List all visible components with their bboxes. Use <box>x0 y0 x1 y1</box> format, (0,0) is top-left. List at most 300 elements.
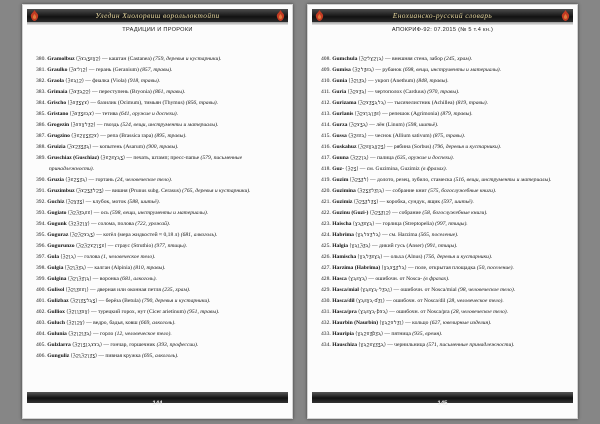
ornament-icon <box>30 10 39 21</box>
entry-cat: (393, профессии). <box>156 342 199 348</box>
entry-num: 401. <box>36 298 46 304</box>
entry-script: (ℨϩʓ) <box>345 166 359 172</box>
header-rule <box>27 22 288 25</box>
entry-script: (ɣϡƨɣϡ·ϟƺϡʅ) <box>360 287 393 293</box>
entry-cat: (722, урожай). <box>135 221 171 227</box>
entry-gloss: — горлица (Streptopelia) <box>375 221 434 227</box>
dictionary-entry <box>36 65 286 76</box>
dictionary-entry <box>321 252 571 263</box>
entry-script: (ℨϩʅϡ) <box>60 254 76 260</box>
section-title: ТРАДИЦИИ И ПРОРОКИ <box>122 27 193 33</box>
entry-gloss: — коробка, сундук, ящик <box>379 199 441 205</box>
entry-num: 424. <box>321 232 331 238</box>
dictionary-entry <box>321 219 571 230</box>
entry-word: Gulunia <box>47 331 67 337</box>
entry-num: 399. <box>36 276 46 282</box>
entry-script: (ℨɤƺʓɣɤ) <box>67 100 90 106</box>
dictionary-entry <box>321 230 571 241</box>
entry-cat: (895, травы). <box>154 133 187 139</box>
entry-gloss: — ольха (Alnus) <box>383 254 423 260</box>
entry-cat: (565, поселение). <box>418 232 459 238</box>
dictionary-entry <box>36 241 286 252</box>
entry-cat: (571, письменные принадлежности). <box>426 342 515 348</box>
entry-gloss: — вишня (Prunus subg. Cerasus) <box>105 188 181 194</box>
entry-gloss: — котёл (мера жидкостей ≈ 0,18 л) <box>96 232 180 238</box>
entry-script: (ɣϡɤʓƺϟϡ) <box>381 265 407 271</box>
entry-word: Guluch <box>47 320 65 326</box>
entry-gloss: — собрание книг <box>385 188 427 194</box>
dictionary-entry <box>321 120 571 131</box>
entry-cat: (848, травы). <box>416 78 449 84</box>
entry-script: (ℨϩɤƺϡ) <box>347 89 367 95</box>
entry-word: Gula <box>47 254 60 260</box>
entry-word: Gunia <box>332 78 348 84</box>
dictionary-entry <box>36 153 286 175</box>
entry-word: Grogezin <box>47 122 70 128</box>
entry-script: (ℨɤϡʓƨɣϩ) <box>75 56 101 62</box>
entry-script: (ℨɤϡʅϩ) <box>65 78 84 84</box>
entry-gloss: — поле, открытая площадка <box>407 265 476 271</box>
entry-word: Gruzia <box>47 177 64 183</box>
entry-script: (ℨϩℨƺϡƨɤ) <box>67 210 93 216</box>
entry-cat: (58, богослужебные книги). <box>422 210 488 216</box>
dictionary-entry <box>36 318 286 329</box>
entry-cat: (в фразах). <box>423 276 450 282</box>
entry-gloss: — внешняя стена, забор <box>384 56 443 62</box>
ornament-icon <box>276 10 285 21</box>
dictionary-entry <box>321 54 571 65</box>
entry-gloss: — ошибочн. от Nosca/pra <box>389 309 450 315</box>
dictionary-entry <box>321 164 571 175</box>
entry-word: Guskahuz <box>332 144 357 150</box>
dictionary-entry <box>321 296 571 307</box>
dictionary-entry <box>36 54 286 65</box>
entry-word: Graulko <box>47 67 68 73</box>
ornament-icon <box>315 10 324 21</box>
entry-num: 415. <box>321 133 331 139</box>
dictionary-entry <box>321 208 571 219</box>
entry-num: 395. <box>36 232 46 238</box>
entry-word: Grugzino <box>47 133 70 139</box>
dictionary-entry <box>36 197 286 208</box>
entry-num: 385. <box>36 111 46 117</box>
entry-cat: (575, богослужебные книги). <box>428 188 497 194</box>
entry-word: Guuna <box>332 155 349 161</box>
entry-word: Guzim <box>332 177 349 183</box>
dictionary-entry <box>36 351 286 362</box>
dictionary-entry <box>321 340 571 351</box>
dictionary-entry <box>36 252 286 263</box>
entry-gloss: — гортань <box>88 177 114 183</box>
footer-bar <box>27 392 288 407</box>
entry-gloss: — палица <box>370 155 394 161</box>
entry-word: Guzimiz <box>332 199 353 205</box>
section-title: АПОКРИФ-92: 07.2015 (№ 5 т.4 кн.) <box>391 27 494 33</box>
entry-num: 392. <box>36 199 46 205</box>
entry-num: 396. <box>36 243 46 249</box>
entry-cat: (918, травы). <box>127 78 161 84</box>
entry-word: Graola <box>47 78 64 84</box>
entry-num: 400. <box>36 287 46 293</box>
entry-word: Gurizama <box>332 100 357 106</box>
entry-num: 411. <box>321 89 331 95</box>
entry-gloss: — пятница <box>384 331 411 337</box>
entry-gloss: — рябина (Sorbus) <box>386 144 432 150</box>
entry-cat: (759, деревья и кустарники). <box>153 56 222 62</box>
dictionary-entry <box>321 131 571 142</box>
entry-cat: (524, вещи, инструменты и материалы). <box>120 122 219 128</box>
entry-gloss: — кольцо <box>405 320 429 326</box>
entry-script: (ℨɤϩƺʓƺϡ) <box>66 144 92 150</box>
entry-word: Gugiato <box>47 210 67 216</box>
dictionary-entry <box>321 98 571 109</box>
entry-gloss: — переступень (Bryonia) <box>92 89 152 95</box>
dictionary-entry <box>36 142 286 153</box>
entry-num: 422. <box>321 210 331 216</box>
entry-gloss: — дикий гусь (Anser) <box>372 243 424 249</box>
entry-num: 408. <box>321 56 331 62</box>
entry-cat: (857, травы). <box>140 67 173 73</box>
entry-num: 387. <box>36 133 46 139</box>
dictionary-entry <box>321 318 571 329</box>
entry-script: (ℨɤƺϡϩϩ) <box>68 89 91 95</box>
entry-num: 384. <box>36 100 46 106</box>
entry-script: (ℨɤϩƨɣϡʓ) <box>100 155 125 161</box>
entry-script: (ℨɤϩʓƺϟϩʓ) <box>75 188 104 194</box>
dictionary-entry <box>321 87 571 98</box>
entry-num: 383. <box>36 89 46 95</box>
entry-script: (ɣϡƨɣϡ·ɗƺʅ) <box>356 298 385 304</box>
entry-script: (ℨɤϟʅϩ) <box>68 67 88 73</box>
entry-word: Hauschiza <box>332 342 358 348</box>
entry-script: (ℨϩʓƺϟƺʓ) <box>353 199 379 205</box>
entry-script: (ℨϩƨƨϡ) <box>348 133 367 139</box>
running-header-title: Уледин Хиолорвиш ворольлоктойпи <box>95 11 220 20</box>
entry-script: (ℨɤƺʓƨϡɤ) <box>69 111 94 117</box>
entry-cat: (28, человеческое тело). <box>446 298 504 304</box>
entry-num: 419. <box>321 177 331 183</box>
entry-gloss: — горло <box>93 331 114 337</box>
entry-num: 381. <box>36 67 46 73</box>
entry-word: Haurbin (Naurbin) <box>332 320 379 326</box>
entry-word: Hasca/mial <box>332 287 359 293</box>
entry-num: 393. <box>36 210 46 216</box>
entry-script: (ℨϩϟɣϩʅϡ) <box>358 56 384 62</box>
entry-word: Gramolbuz <box>47 56 75 62</box>
entry-cat: (900, травы). <box>146 144 179 150</box>
entry-word: Gulisol <box>47 287 65 293</box>
entry-script: (ℨϩɣƺʓ) <box>65 199 85 205</box>
entry-num: 382. <box>36 78 46 84</box>
entry-num: 389. <box>36 155 46 161</box>
entry-cat: (861, травы). <box>153 89 186 95</box>
dictionary-entry <box>36 219 286 230</box>
entry-word: Guria <box>332 89 347 95</box>
entry-cat: (579, письменные принадлежности). <box>49 155 243 172</box>
entry-gloss: — солома, полова <box>91 221 134 227</box>
dictionary-entry <box>36 109 286 120</box>
entry-num: 426. <box>321 254 331 260</box>
entry-script: (ℨϩʅʓʅϡɤɤϡ) <box>72 342 102 348</box>
entry-gloss: — собрание <box>392 210 421 216</box>
entry-script: (ɣϡϩɤϟƺʅ) <box>379 320 404 326</box>
entry-gloss: — чернильница <box>387 342 426 348</box>
dictionary-entry <box>36 285 286 296</box>
entry-word: Guz- <box>332 166 345 172</box>
page-right <box>307 4 578 419</box>
entry-gloss: — долото, резец, зубило, стамеска <box>370 177 453 183</box>
running-header <box>27 9 288 22</box>
running-header-title: Енохианско-русский словарь <box>392 11 493 20</box>
entry-cat: (810, травы). <box>133 265 166 271</box>
dictionary-entry <box>321 153 571 164</box>
entry-list <box>321 54 571 351</box>
entry-word: Gruzimbuz <box>47 188 75 194</box>
entry-list <box>36 54 286 362</box>
dictionary-entry <box>321 142 571 153</box>
entry-cat: (695, алкоголь). <box>141 353 179 359</box>
entry-word: Hauripia <box>332 331 354 337</box>
entry-num: 409. <box>321 67 331 73</box>
entry-num: 390. <box>36 177 46 183</box>
entry-cat: (641, оружие и доспехи). <box>119 111 179 117</box>
entry-gloss: — клубок, моток <box>85 199 127 205</box>
entry-word: Gulgia <box>47 265 64 271</box>
entry-cat: (12, человеческое тело). <box>114 331 172 337</box>
dictionary-entry <box>321 186 571 197</box>
entry-gloss: — страус (Struthio) <box>107 243 154 249</box>
entry-num: 406. <box>36 353 46 359</box>
entry-script: (ℨϩʓƺϟƺʅϡ) <box>357 188 385 194</box>
entry-gloss: — гвоздь <box>96 122 120 128</box>
entry-script: (ℨϩʅϩʅƺϡ) <box>68 331 92 337</box>
entry-num: 386. <box>36 122 46 128</box>
dictionary-entry <box>36 296 286 307</box>
entry-num: 420. <box>321 188 331 194</box>
entry-script: (ℨϩℨϩɤϩʅʓɤ) <box>75 243 107 249</box>
entry-num: 413. <box>321 111 331 117</box>
entry-gloss: — дверная или оконная петля <box>89 287 161 293</box>
entry-gloss: — голова <box>77 254 100 260</box>
entry-cat: (597, шитьё). <box>441 199 474 205</box>
entry-cat: (796, деревья и кустарники). <box>432 144 502 150</box>
entry-script: (ℨϩʅƺƨɤʅ) <box>65 287 89 293</box>
entry-cat: (951, травы). <box>187 309 220 315</box>
entry-cat: (669, алкоголь). <box>139 320 176 326</box>
entry-script: (ℨϩʅʅƺɤɣ) <box>66 309 90 315</box>
entry-num: 416. <box>321 144 331 150</box>
entry-cat: (997, птицы). <box>435 221 468 227</box>
entry-cat: (970, травы). <box>427 89 460 95</box>
entry-gloss: — печать, штамп; пресс-папье <box>126 155 200 161</box>
entry-num: 432. <box>321 320 331 326</box>
entry-cat: (790, деревья и кустарники). <box>142 298 211 304</box>
dictionary-entry <box>36 186 286 197</box>
dictionary-entry <box>321 197 571 208</box>
dictionary-entry <box>321 307 571 318</box>
entry-num: 428. <box>321 276 331 282</box>
dictionary-entry <box>321 241 571 252</box>
entry-gloss: — тысячелистник (Achillea) <box>387 100 455 106</box>
entry-num: 433. <box>321 331 331 337</box>
entry-cat: (819, травы). <box>455 100 488 106</box>
page-number: 144 <box>152 401 163 407</box>
entry-word: Gurlanis <box>332 111 354 117</box>
entry-cat: (516, вещи, инструменты и материалы). <box>453 177 552 183</box>
entry-num: 391. <box>36 188 46 194</box>
entry-script: (ℨɤϩʓƺϡ) <box>65 177 88 183</box>
entry-cat: (765, деревья и кустарники). <box>182 188 251 194</box>
entry-gloss: — тетива <box>95 111 118 117</box>
entry-num: 394. <box>36 221 46 227</box>
dictionary-entry <box>321 109 571 120</box>
entry-word: Hasca/dil <box>332 298 355 304</box>
entry-num: 405. <box>36 342 46 348</box>
dictionary-entry <box>36 340 286 351</box>
entry-gloss: — пивная кружка <box>98 353 141 359</box>
entry-word: Gugunk <box>47 221 67 227</box>
entry-word: Gumchula <box>332 56 358 62</box>
entry-word: Hamischa <box>332 254 357 260</box>
entry-gloss: — см. Guzimina, Guzimiz <box>359 166 420 172</box>
entry-cat: (756, деревья и кустарники). <box>423 254 493 260</box>
entry-gloss: — фиалка (Viola) <box>85 78 127 84</box>
entry-word: Haischa <box>332 221 352 227</box>
header-rule <box>312 22 573 25</box>
entry-gloss: — копытень (Asarum) <box>92 144 145 150</box>
entry-gloss: — ошибочн. от Nosca- <box>368 276 422 282</box>
entry-word: Habrima <box>332 232 354 238</box>
entry-cat: (1, человеческое тело). <box>101 254 156 260</box>
entry-script: (ℨϩʅℨƺʅϡ) <box>67 276 92 282</box>
entry-num: 398. <box>36 265 46 271</box>
dictionary-entry <box>36 120 286 131</box>
entry-cat: (681, алкоголь). <box>120 276 157 282</box>
entry-cat: (856, травы). <box>185 100 219 106</box>
dictionary-entry <box>321 65 571 76</box>
entry-num: 429. <box>321 287 331 293</box>
entry-num: 414. <box>321 122 331 128</box>
entry-gloss: — воронка <box>92 276 119 282</box>
entry-num: 430. <box>321 298 331 304</box>
entry-word: Harzima (Habrima) <box>332 265 381 271</box>
entry-script: (ℨϩʅℨϩʅƺʓ) <box>70 353 97 359</box>
page-number: 145 <box>437 401 448 407</box>
entry-gloss: — берёза (Betula) <box>98 298 141 304</box>
entry-cat: (681, алкоголь). <box>180 232 218 238</box>
entry-gloss: — гончар, горшечник <box>103 342 156 348</box>
entry-gloss: — см. Harzima <box>382 232 418 238</box>
footer-bar <box>312 392 573 407</box>
dictionary-entry <box>36 329 286 340</box>
entry-script: (ℨϩɤƺʓϡϟϡ) <box>357 100 386 106</box>
entry-num: 402. <box>36 309 46 315</box>
entry-script: (ɣϡϩɤƺƥƺϡ) <box>355 331 383 337</box>
entry-gloss: — репа (Brassica rapa) <box>100 133 154 139</box>
entry-gloss: — калган (Alpinia) <box>87 265 132 271</box>
dictionary-entry <box>36 98 286 109</box>
entry-script: (ɣϡϩƨɣƺʓϡ) <box>358 342 386 348</box>
entry-num: 427. <box>321 265 331 271</box>
entry-cat: (698, вещи, инструменты и материалы). <box>403 67 502 73</box>
entry-cat: (977, птицы). <box>154 243 188 249</box>
entry-word: Gussa <box>332 133 347 139</box>
dictionary-entry <box>321 329 571 340</box>
dictionary-entry <box>36 87 286 98</box>
entry-gloss: — ведро, бадья, ковш <box>86 320 138 326</box>
dictionary-entry <box>36 230 286 241</box>
entry-num: 403. <box>36 320 46 326</box>
entry-script: (ℨϩɤʓϡ) <box>348 122 368 128</box>
entry-num: 380. <box>36 56 46 62</box>
entry-word: Gristano <box>47 111 69 117</box>
entry-gloss: — репешок (Agrimonia) <box>382 111 440 117</box>
entry-gloss: — базилик (Ocimum), тимьян (Thymus) <box>90 100 185 106</box>
entry-gloss: — ось <box>93 210 109 216</box>
entry-script: (ℨϩϩʅϡ) <box>350 155 369 161</box>
entry-gloss: — чеснок (Allium sativum) <box>368 133 432 139</box>
running-header <box>312 9 573 22</box>
dictionary-entry <box>36 307 286 318</box>
entry-cat: (879, травы). <box>440 111 473 117</box>
entry-word: Gruschiaz (Guschiaz) <box>47 155 99 161</box>
dictionary-entry <box>36 263 286 274</box>
entry-word: Guguraz <box>47 232 69 238</box>
entry-gloss: — ошибочн. от Nosca/dil <box>386 298 446 304</box>
entry-cat: (28, человеческое тело). <box>451 309 509 315</box>
entry-script: (ℨϩɤʅϡʅƺƨ) <box>354 111 381 117</box>
entry-word: Gulliox <box>47 309 65 315</box>
entry-gloss: — укроп (Anethum) <box>368 78 416 84</box>
entry-cat: (598, шитьё). <box>406 122 439 128</box>
entry-script: (ℨɤɤɣϟƺϩ) <box>70 122 96 128</box>
dictionary-entry <box>321 76 571 87</box>
entry-word: Gulizbaz <box>47 298 69 304</box>
dictionary-entry <box>36 175 286 186</box>
entry-num: 412. <box>321 100 331 106</box>
entry-cat: (991, птицы). <box>425 243 458 249</box>
entry-num: 434. <box>321 342 331 348</box>
entry-script: (ɣϡϟƺƨɣϡ) <box>357 254 383 260</box>
dictionary-entry <box>36 76 286 87</box>
entry-cat: (24, человеческое тело). <box>115 177 173 183</box>
dictionary-entry <box>321 175 571 186</box>
entry-num: 425. <box>321 243 331 249</box>
entry-num: 418. <box>321 166 331 172</box>
entry-num: 410. <box>321 78 331 84</box>
dictionary-entry <box>321 274 571 285</box>
entry-script: (ɣϡƺƨɣϡ) <box>352 221 375 227</box>
entry-script: (ɣϡϟɤƺϟϡ) <box>355 232 381 238</box>
entry-gloss: — ошибочн. от Nosca/mial <box>393 287 457 293</box>
entry-gloss: — рубанок <box>375 67 402 73</box>
entry-cat: (598, вещи, инструменты и материалы). <box>110 210 209 216</box>
dictionary-entry <box>36 274 286 285</box>
entry-word: Hasca/pra <box>332 309 357 315</box>
dictionary-entry <box>36 131 286 142</box>
entry-script: (ℨϩϟƺƨϡ) <box>352 67 374 73</box>
entry-word: Halgia <box>332 243 349 249</box>
entry-script: (ℨϩℨϩʅɣ) <box>68 221 90 227</box>
entry-word: Grischo <box>47 100 67 106</box>
entry-num: 388. <box>36 144 46 150</box>
entry-script: (ℨɤϩɣʓƺϩɤ) <box>71 133 99 139</box>
entry-gloss: — чертополох (Carduus) <box>367 89 426 95</box>
entry-word: Gulgina <box>47 276 67 282</box>
entry-word: Guzinu (Guzi-) <box>332 210 369 216</box>
entry-word: Gulzlarra <box>47 342 71 348</box>
entry-script: (ℨϩʓƺϟ) <box>349 177 369 183</box>
